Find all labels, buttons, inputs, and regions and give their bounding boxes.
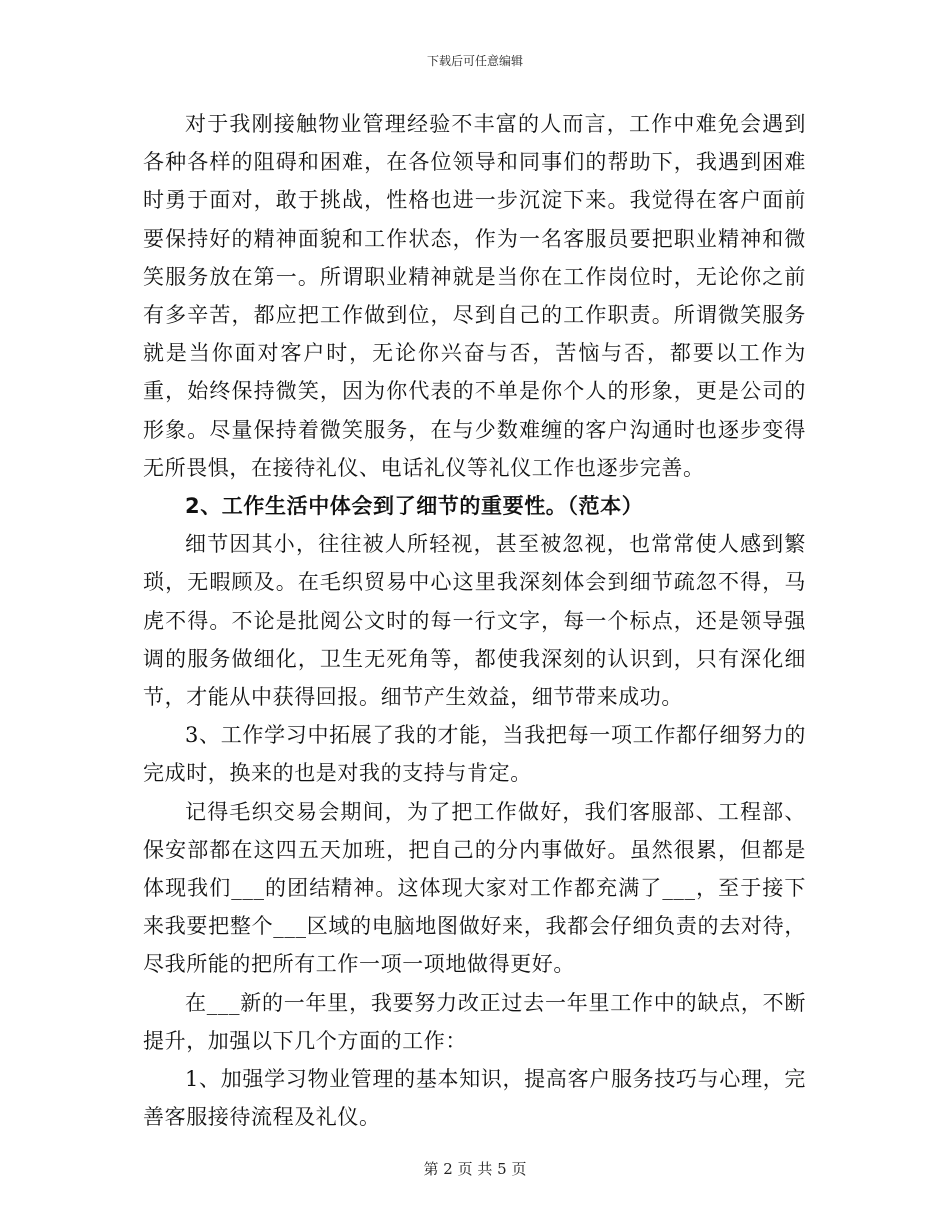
paragraph-new-year: 在___新的一年里，我要努力改正过去一年里工作中的缺点，不断提升，加强以下几个方面的工作：: [143, 990, 806, 1053]
paragraph-details: 细节因其小，往往被人所轻视，甚至被忽视，也常常使人感到繁琐，无暇顾及。在毛织贸易中心这里我深刻体会到细节疏忽不得，马虎不得。不论是批阅公文时的每一行文字，每一个标点，还是领导强调的服务做细化，卫生无死角等，都使我深刻的认识到，只有深化细节，才能从中获得回报。细节产生效益，细节带来成功。: [143, 532, 806, 710]
section-heading-details: 2、工作生活中体会到了细节的重要性。（范本）: [185, 494, 644, 519]
paragraph-trade-fair: 记得毛织交易会期间，为了把工作做好，我们客服部、工程部、保安部都在这四五天加班，把自己的分内事做好。虽然很累，但都是体现我们___的团结精神。这体现大家对工作都充满了___，至于接下来我要把整个___区域的电脑地图做好来，我都会仔细负责的去对待，尽我所能的把所有工作一项一项地做得更好。: [143, 799, 806, 977]
paragraph-difficulties: 对于我刚接触物业管理经验不丰富的人而言，工作中难免会遇到各种各样的阻碍和困难，在各位领导和同事们的帮助下，我遇到困难时勇于面对，敢于挑战，性格也进一步沉淀下来。我觉得在客户面前要保持好的精神面貌和工作状态，作为一名客服员要把职业精神和微笑服务放在第一。所谓职业精神就是当你在工作岗位时，无论你之前有多辛苦，都应把工作做到位，尽到自己的工作职责。所谓微笑服务就是当你面对客户时，无论你兴奋与否，苦恼与否，都要以工作为重，始终保持微笑，因为你代表的不单是你个人的形象，更是公司的形象。尽量保持着微笑服务，在与少数难缠的客户沟通时也逐步变得无所畏惧，在接待礼仪、电话礼仪等礼仪工作也逐步完善。: [143, 112, 806, 480]
document-body: [143, 105, 806, 1136]
paragraph-plan-item-1: 1、加强学习物业管理的基本知识，提高客户服务技巧与心理，完善客服接待流程及礼仪。: [143, 1067, 806, 1130]
paragraph-skills: 3、工作学习中拓展了我的才能，当我把每一项工作都仔细努力的完成时，换来的也是对我的支持与肯定。: [143, 723, 806, 786]
header-note: 下载后可任意编辑: [426, 54, 523, 68]
page-number: 第 2 页 共 5 页: [423, 1160, 527, 1178]
